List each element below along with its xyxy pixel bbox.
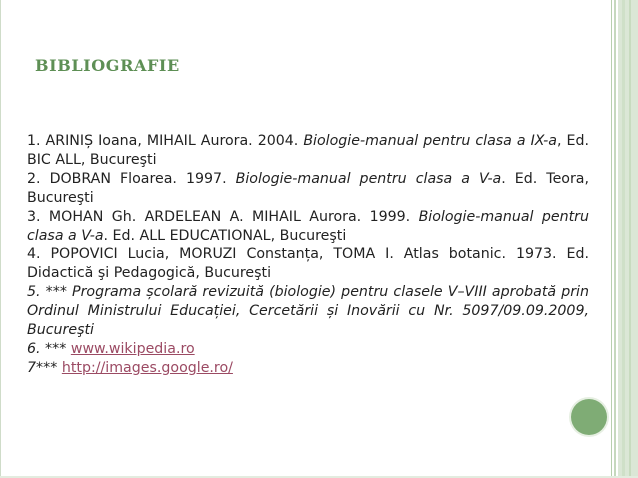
entry-text: 2. DOBRAN Floarea. 1997. [27,170,236,187]
entry-title-italic: Biologie-manual pentru clasa a V-a [27,208,589,244]
entry-text: . Ed. ALL EDUCATIONAL, Bucureşti [103,227,347,244]
right-decor-band [618,0,638,478]
bibliography-list [27,132,589,378]
entry-text: , Ed. BIC ALL, Bucureşti [27,133,589,168]
entry-text: . Ed. Teora, Bucureşti [27,170,590,206]
bibliography-entry [27,170,589,208]
entry-title-italic: 5. *** Programa școlară revizuită (biologie) pentru clasele V–VIII aprobată prin Ordinul Ministrului Educației, Cercetării și Inovării cu Nr. 5097/09.09.2009, Bucureşti [27,284,589,339]
bibliography-entry [27,245,589,283]
entry-text: 4. POPOVICI Lucia, MORUZI Constanța, TOMA I. Atlas botanic. 1973. Ed. Didactică şi Pedagogică, Bucureşti [27,246,589,282]
wikipedia-link[interactable]: www.wikipedia.ro [70,340,195,357]
entry-title-italic: Biologie-manual pentru clasa a IX-a [303,133,557,149]
entry-prefix: 7*** [27,359,62,376]
right-decor-line [629,0,631,478]
bibliography-entry-link [27,359,589,378]
slide-title: BIBLIOGRAFIE [35,56,180,75]
bibliography-entry [27,208,589,246]
right-decor-line [622,0,625,478]
right-decor-line [611,0,612,478]
entry-text: 1. ARINIȘ Ioana, MIHAIL Aurora. 2004. [27,133,304,149]
bibliography-entry-link [27,340,589,359]
bibliography-entry [27,283,589,340]
bibliography-entry [27,132,589,170]
entry-title-italic: Biologie-manual pentru clasa a V-a [235,170,502,187]
decorative-circle-icon [571,399,607,435]
entry-text: 3. MOHAN Gh. ARDELEAN A. MIHAIL Aurora. 1999. [27,208,419,225]
right-decor-line [614,0,616,478]
google-images-link[interactable]: http://images.google.ro/ [61,359,233,376]
left-border-line [0,0,1,478]
entry-prefix: 6. *** [27,340,71,357]
